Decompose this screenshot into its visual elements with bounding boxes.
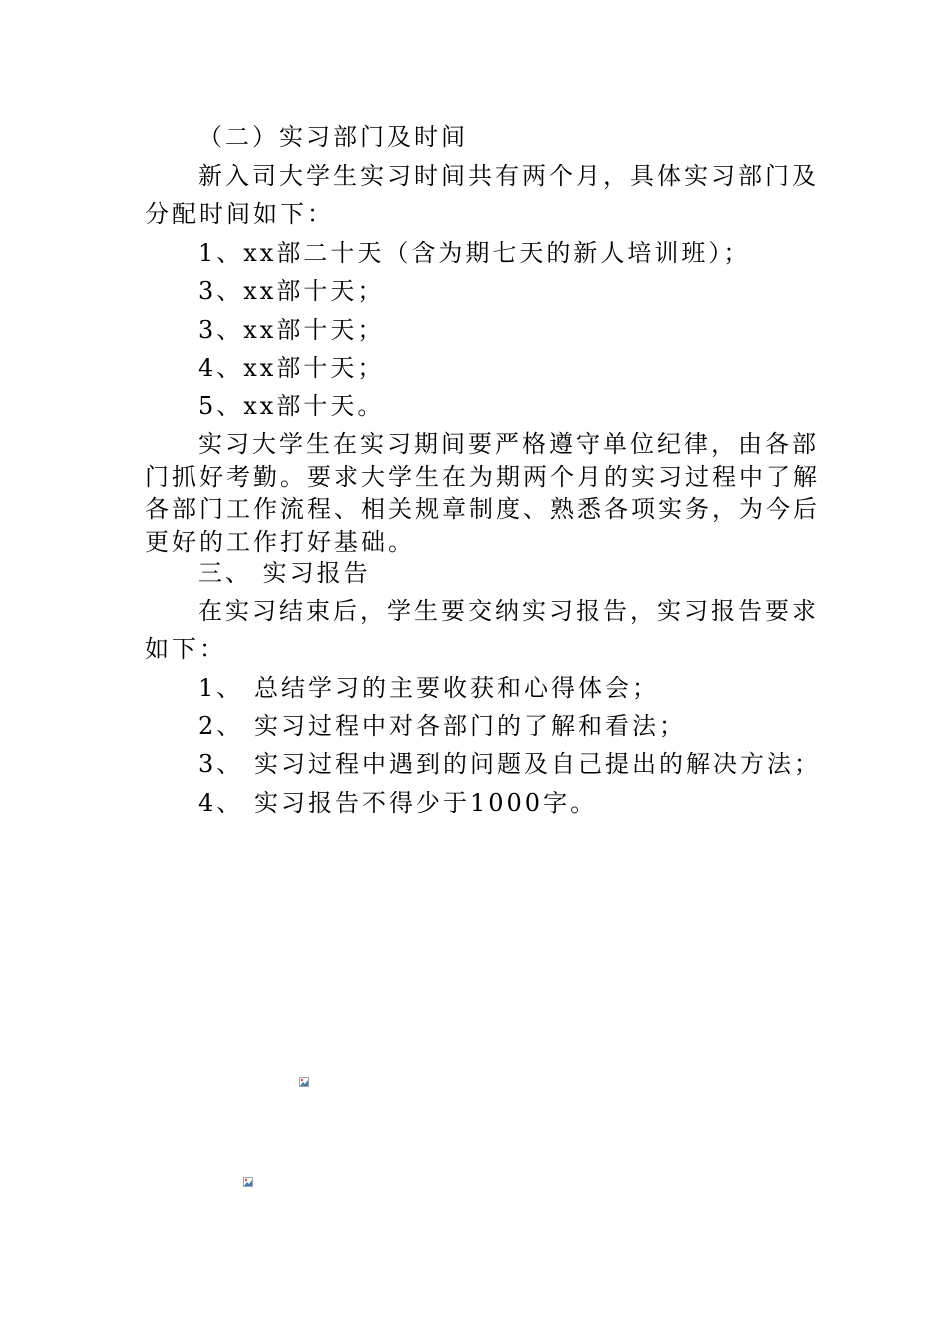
report-intro-line-1: 在实习结束后，学生要交纳实习报告，实习报告要求 xyxy=(198,597,819,625)
requirement-number: 3、 xyxy=(198,750,244,778)
department-item: 4、xx部十天； xyxy=(198,354,385,382)
requirement-number: 4、 xyxy=(198,789,244,817)
section-heading: （二）实习部门及时间 xyxy=(198,123,468,151)
department-item: 3、xx部十天； xyxy=(198,316,385,344)
department-item: 5、xx部十天。 xyxy=(198,392,385,420)
requirement-text: 总结学习的主要收获和心得体会； xyxy=(254,674,659,702)
discipline-line-2: 门抓好考勤。要求大学生在为期两个月的实习过程中了解 xyxy=(145,463,820,491)
intro-line-1: 新入司大学生实习时间共有两个月，具体实习部门及 xyxy=(198,162,819,190)
department-item: 3、xx部十天； xyxy=(198,277,385,305)
requirement-text: 实习报告不得少于1000字。 xyxy=(254,789,598,817)
report-intro-line-2: 如下： xyxy=(145,635,226,663)
requirement-text: 实习过程中对各部门的了解和看法； xyxy=(254,712,686,740)
report-heading: 三、 实习报告 xyxy=(198,559,371,587)
broken-image-icon xyxy=(243,1177,253,1187)
discipline-line-3: 各部门工作流程、相关规章制度、熟悉各项实务，为今后 xyxy=(145,495,820,523)
discipline-line-1: 实习大学生在实习期间要严格遵守单位纪律，由各部 xyxy=(198,430,819,458)
requirement-number: 1、 xyxy=(198,674,244,702)
department-item: 1、xx部二十天（含为期七天的新人培训班）； xyxy=(198,239,751,267)
requirement-number: 2、 xyxy=(198,712,244,740)
broken-image-icon xyxy=(299,1077,309,1087)
discipline-line-4: 更好的工作打好基础。 xyxy=(145,528,415,556)
requirement-text: 实习过程中遇到的问题及自己提出的解决方法； xyxy=(254,750,821,778)
intro-line-2: 分配时间如下： xyxy=(145,200,334,228)
